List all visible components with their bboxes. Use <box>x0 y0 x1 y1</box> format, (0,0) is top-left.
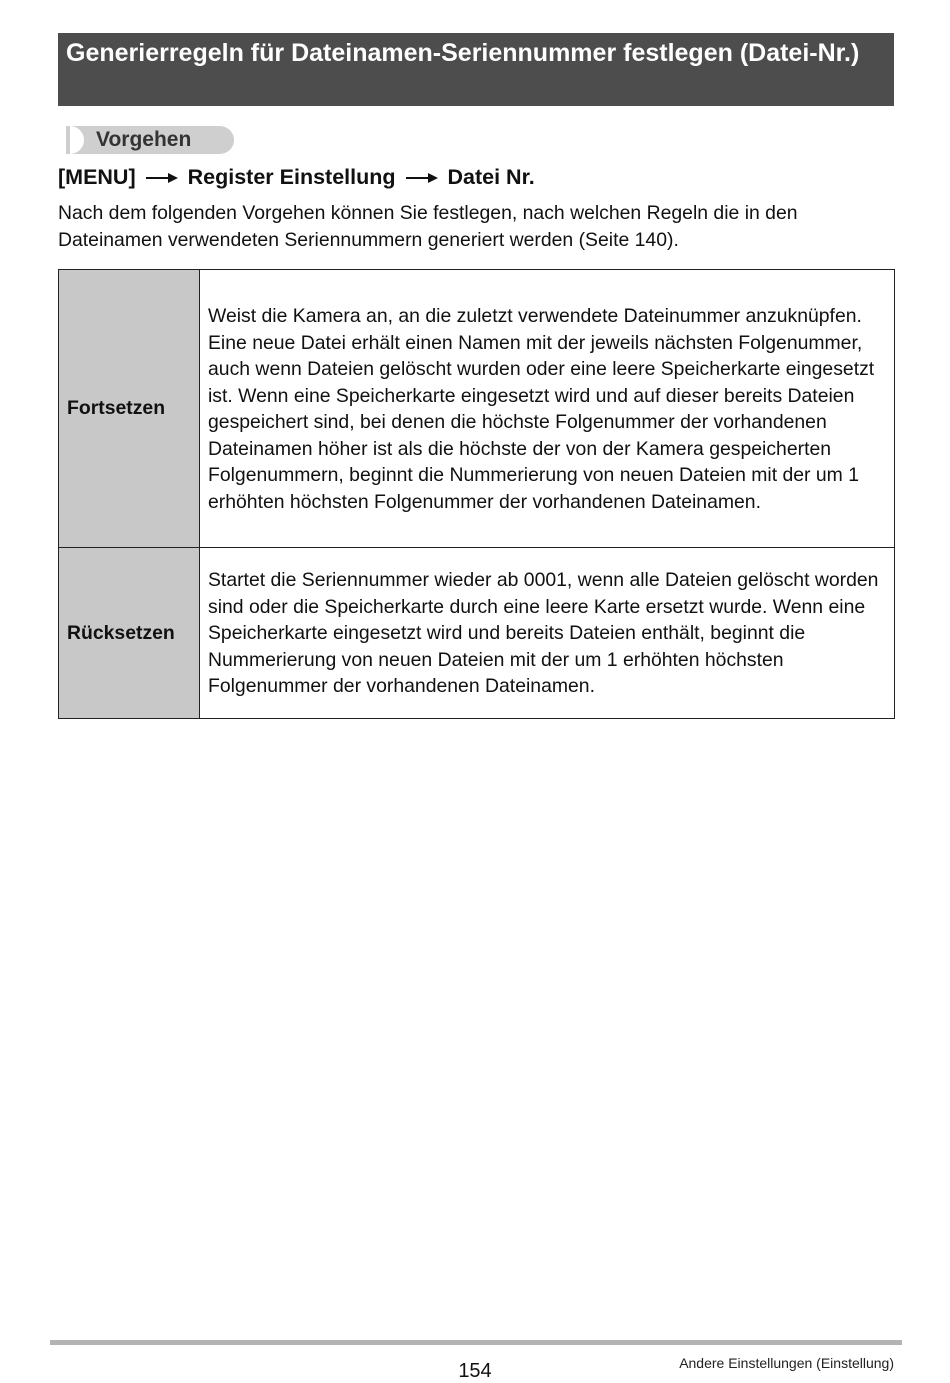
setting-description-continue: Weist die Kamera an, an die zuletzt verwendete Dateinummer anzuknüpfen. Eine neue Datei erhält einen Namen mit der jeweils nächsten Folgenummer, auch wenn Dateien gelöscht wurden oder eine leere Speicherkarte eingesetzt ist. Wenn eine Speicherkarte eingesetzt wird und auf dieser bereits Dateien gespeichert sind, bei denen die höchste Folgenummer der vorhandenen Dateinamen höher ist als die höchste der von der Kamera gespeicherten Folgenummern, beginnt die Nummerierung von neuen Dateien mit der um 1 erhöhten höchsten Folgenummer der vorhandenen Dateinamen. <box>200 270 895 548</box>
menu-step-register: Register Einstellung <box>187 165 396 189</box>
intro-paragraph: Nach dem folgenden Vorgehen können Sie festlegen, nach welchen Regeln die in den Dateinamen verwendeten Seriennummern generiert werden (Seite 140). <box>58 202 798 251</box>
table-row <box>59 548 895 719</box>
setting-label-continue: Fortsetzen <box>59 270 200 548</box>
table-row <box>59 270 895 548</box>
setting-description-reset: Startet die Seriennummer wieder ab 0001, wenn alle Dateien gelöscht worden sind oder die Speicherkarte durch eine leere Karte ersetzt wurde. Wenn eine Speicherkarte eingesetzt wird und bereits Dateien enthält, beginnt die Nummerierung von neuen Dateien mit der um 1 erhöhten höchsten Folgenummer der vorhandenen Dateinamen. <box>200 548 895 719</box>
page-number: 154 <box>458 1360 492 1382</box>
right-arrow-icon <box>406 161 438 193</box>
menu-path <box>58 161 535 193</box>
badge-marker-icon <box>70 126 84 154</box>
procedure-badge <box>58 126 234 154</box>
menu-step-file-number: Datei Nr. <box>447 165 535 189</box>
footer-divider <box>50 1340 902 1345</box>
badge-notch <box>58 126 66 154</box>
page-title-text: Generierregeln für Dateinamen-Seriennummer festlegen (Datei-Nr.) <box>66 39 860 67</box>
procedure-label: Vorgehen <box>96 128 192 151</box>
menu-step-menu: [MENU] <box>58 165 136 189</box>
settings-table <box>58 269 895 719</box>
right-arrow-icon <box>146 161 178 193</box>
page-title <box>58 33 894 106</box>
setting-label-reset: Rücksetzen <box>59 548 200 719</box>
footer-section-name: Andere Einstellungen (Einstellung) <box>679 1355 894 1371</box>
